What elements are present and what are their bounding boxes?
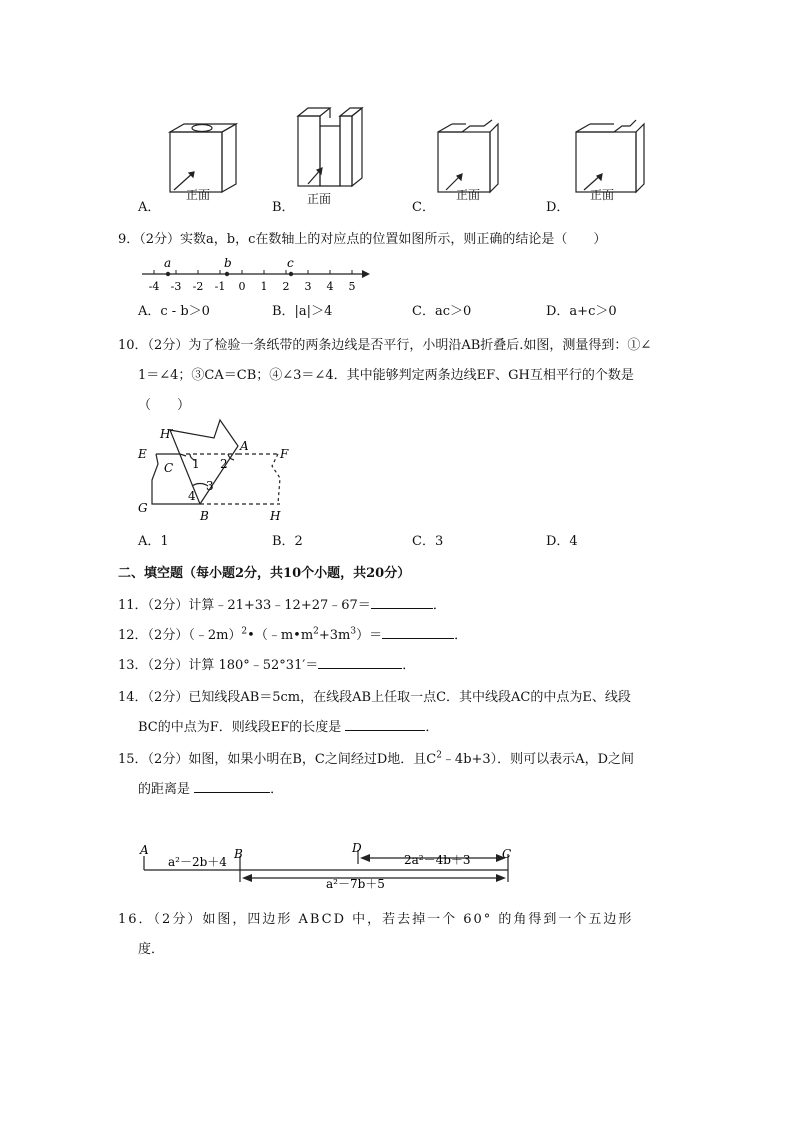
q10-label-c: C <box>164 461 174 475</box>
q15-line1-pre: 15．（2分）如图，如果小明在B，C之间经过D地．且C <box>118 752 437 767</box>
q9-tick-label: -1 <box>214 280 226 293</box>
q12-blank <box>382 626 454 639</box>
q9-label-c: c <box>287 256 294 270</box>
q15-blank <box>194 780 270 793</box>
q10-label-4: 4 <box>188 489 196 503</box>
q14-line2 <box>138 716 438 735</box>
q9-tick-label: 0 <box>238 280 246 293</box>
q9-label-a: a <box>164 256 172 270</box>
q9-label-b: b <box>224 256 232 270</box>
q9-point-c <box>289 272 293 276</box>
q14-blank <box>345 718 425 731</box>
q9-option-d: D．a+c＞0 <box>546 304 617 319</box>
q13-text: 13．（2分）计算 180°﹣52°31′＝ <box>118 658 319 673</box>
q15-line2-text: 的距离是 <box>138 782 191 797</box>
q10-label-b: B <box>200 509 209 523</box>
q8-front-label-c: 正面 <box>456 188 481 202</box>
q15-expr-bc: a²－7b＋5 <box>326 877 385 891</box>
q9-tick-label: -4 <box>148 280 160 293</box>
q15-label-b: B <box>234 847 243 861</box>
section-2-heading: 二、填空题（每小题2分，共10个小题，共20分） <box>118 566 411 581</box>
q10-label-2: 2 <box>220 457 228 471</box>
q9-stem: 9．（2分）实数a，b，c在数轴上的对应点的位置如图所示，则正确的结论是（ ） <box>118 232 607 247</box>
q8-front-label-d: 正面 <box>590 188 615 202</box>
q15-line2 <box>138 778 283 797</box>
q10-label-e: E <box>138 447 147 461</box>
q11-text: 11．（2分）计算﹣21+33﹣12+27﹣67＝ <box>118 598 371 613</box>
q15-label-d: D <box>352 841 362 855</box>
q15-end: ． <box>270 782 284 797</box>
q15-line1-sup: 2 <box>436 750 442 761</box>
q12-sup2: 2 <box>313 626 319 637</box>
q9-option-b: B．|a|＞4 <box>272 304 333 319</box>
q15-label-c: C <box>502 847 512 861</box>
q12-post: ）＝ <box>356 628 383 643</box>
q14-line1: 14．（2分）已知线段AB＝5cm，在线段AB上任取一点C．其中线段AC的中点为E、线段 <box>118 690 631 705</box>
q9-number-line <box>140 256 380 296</box>
q10-label-f: F <box>280 447 289 461</box>
q10-option-b: B．2 <box>272 534 303 549</box>
q12-mid2: +3m <box>318 628 351 643</box>
q10-stem-line2: 1＝∠4；③CA＝CB；④∠3＝∠4．其中能够判定两条边线EF、GH互相平行的个数是 <box>138 368 634 383</box>
q9-tick-label: -2 <box>192 280 204 293</box>
q15-label-a: A <box>140 843 149 857</box>
q12-mid: •（﹣m•m <box>247 628 314 643</box>
q10-option-d: D．4 <box>546 534 578 549</box>
q10-label-3: 3 <box>206 479 214 493</box>
q15-expr-dc: 2a²－4b＋3 <box>404 853 471 867</box>
q9-tick-label: 1 <box>260 280 268 293</box>
q14-line2-text: BC的中点为F．则线段EF的长度是 <box>138 720 342 735</box>
q14-end: ． <box>425 720 439 735</box>
q10-label-a: A <box>240 439 249 453</box>
q12-end: ． <box>454 628 468 643</box>
q10-stem-line3: （ ） <box>138 398 191 413</box>
q16-line2: 度． <box>138 942 165 957</box>
q9-tick-label: 2 <box>282 280 290 293</box>
q9-option-a: A．c - b＞0 <box>138 304 210 319</box>
q10-figure <box>134 416 294 526</box>
q8-option-a: A． <box>138 200 161 215</box>
q11-end: ． <box>432 598 446 613</box>
q12-pre: 12．（2分）（﹣2m） <box>118 628 242 643</box>
q12-sup: 2 <box>241 626 248 637</box>
q10-option-c: C．3 <box>412 534 444 549</box>
q9-tick-label: 3 <box>304 280 312 293</box>
q8-front-label-a: 正面 <box>186 188 211 202</box>
q11-blank <box>371 596 433 609</box>
q10-label-hprime: H′ <box>160 427 174 441</box>
q16-line1: 16．（2分）如图，四边形 ABCD 中，若去掉一个 60° 的角得到一个五边形 <box>118 912 634 927</box>
q15-diagram <box>136 840 536 890</box>
q9-tick-label: -3 <box>170 280 182 293</box>
q11 <box>118 594 446 613</box>
q10-option-a: A．1 <box>138 534 169 549</box>
q10-label-g: G <box>138 501 148 515</box>
q12-sup3: 3 <box>350 626 357 637</box>
q15-line1-post: ﹣4b+3）．则可以表示A，D之间 <box>441 752 634 767</box>
q8-option-d: D． <box>546 200 570 215</box>
q13-end: ． <box>402 658 416 673</box>
q8-option-c: C． <box>412 200 435 215</box>
q10-label-h: H <box>270 509 281 523</box>
q8-figure-d <box>570 118 660 198</box>
q8-option-b: B． <box>272 200 295 215</box>
q8-figure-b <box>290 104 380 194</box>
q12 <box>118 624 467 643</box>
q9-option-c: C．ac＞0 <box>412 304 472 319</box>
q13-blank <box>318 656 402 669</box>
q15-expr-ab: a²－2b＋4 <box>168 855 227 869</box>
q8-front-label-b: 正面 <box>307 192 332 206</box>
q9-tick-label: 5 <box>348 280 356 293</box>
q9-point-b <box>225 272 229 276</box>
q15-line1 <box>118 748 634 767</box>
q13 <box>118 654 415 673</box>
q10-stem-line1: 10．（2分）为了检验一条纸带的两条边线是否平行，小明沿AB折叠后.如图，测量得到：①∠ <box>118 338 652 353</box>
q9-tick-label: 4 <box>326 280 334 293</box>
q9-point-a <box>166 272 170 276</box>
q10-label-1: 1 <box>192 457 200 471</box>
